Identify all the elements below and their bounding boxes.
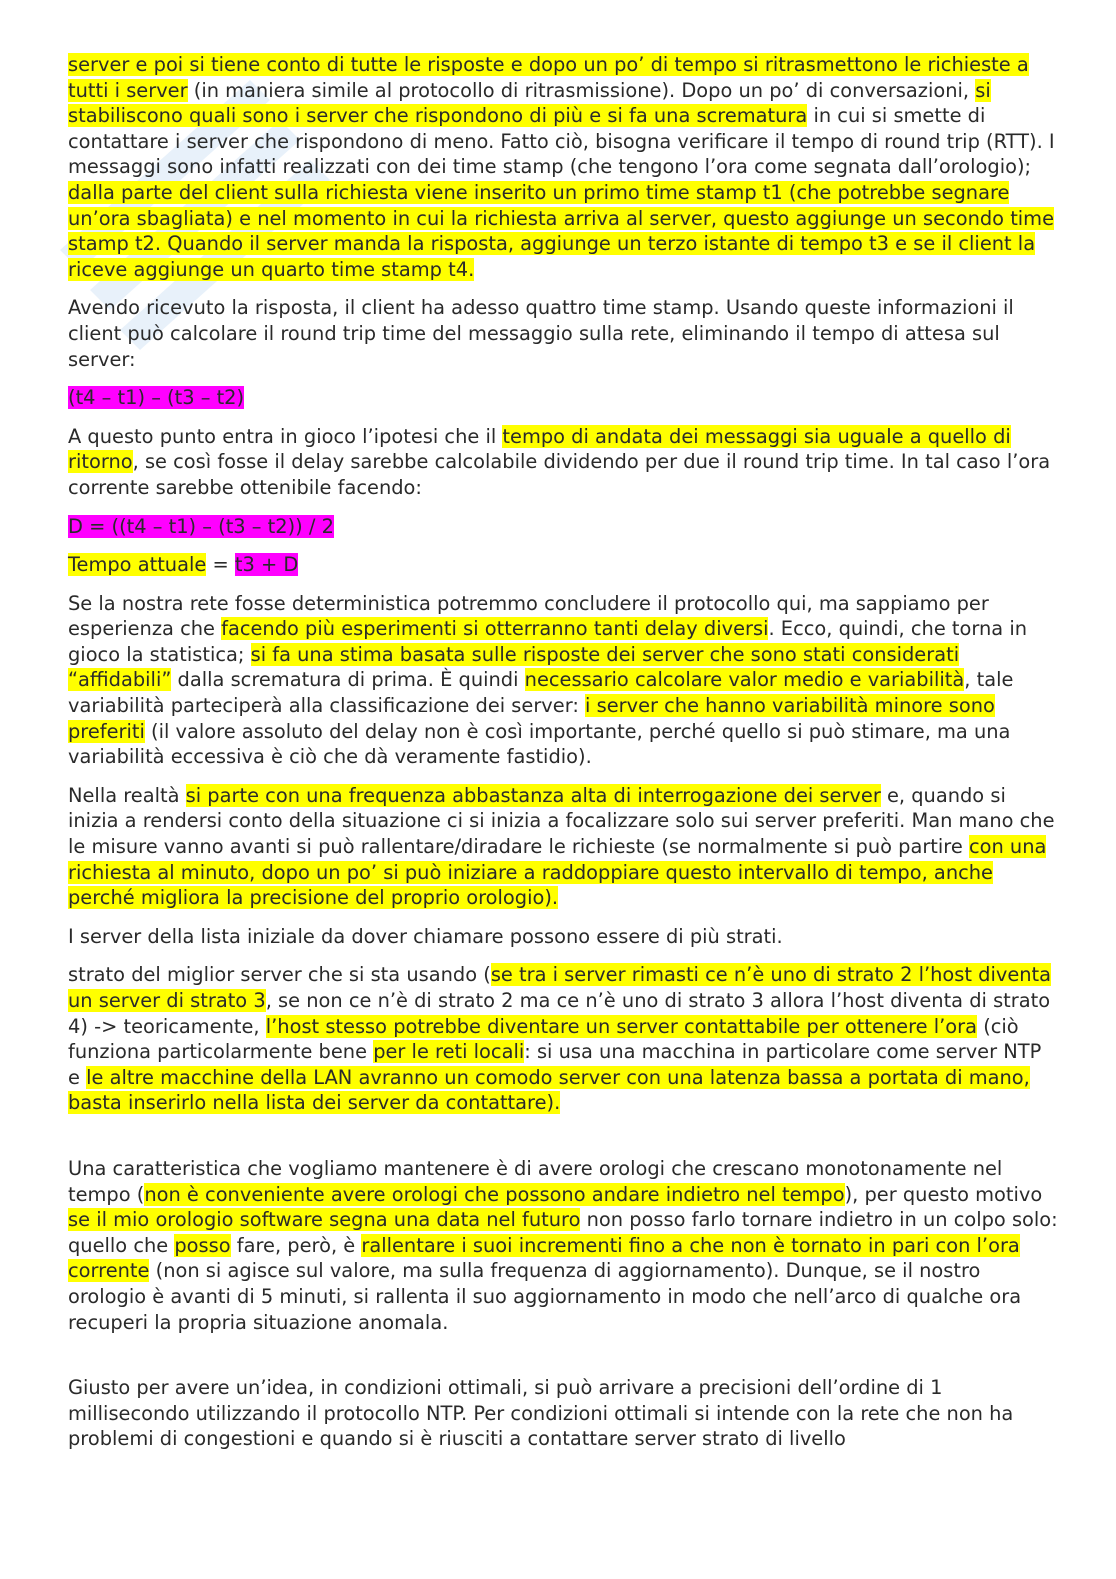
text-segment: Se la nostra rete fosse deterministica potremmo concludere il protocollo qui, ma sappiamo per esperienza che (68, 591, 989, 641)
text-segment: . Ecco, quindi, che torna in gioco la statistica; (68, 617, 1028, 666)
highlighted-text: necessario calcolare valor medio e variabilità (524, 668, 965, 692)
text-segment: , tale variabilità parteciperà alla classificazione dei server: (68, 668, 1014, 718)
document-page (68, 52, 1058, 1465)
paragraph-6 (68, 924, 1058, 950)
text-segment: (il valore assoluto del delay non è così importante, perché quello si può stimare, ma una variabilità eccessiva è ciò che dà veramente fastidio). (68, 719, 1011, 769)
highlighted-text: non è conveniente avere orologi che possono andare indietro nel tempo (144, 1182, 845, 1206)
text-segment: fare, però, è (230, 1233, 362, 1257)
formula-text: t3 + D (234, 553, 299, 577)
formula-current-time (68, 552, 1058, 578)
text-segment: , se così fosse il delay sarebbe calcolabile dividendo per due il round trip time. In tal caso l’ora corrente sarebbe ottenibile facendo: (68, 450, 1051, 499)
text-segment: strato del miglior server che si sta usando ( (68, 963, 491, 987)
highlighted-text: se il mio orologio software segna una data nel futuro (68, 1208, 581, 1232)
highlighted-text: i server che hanno variabilità minore sono preferiti (68, 694, 995, 743)
formula-rtt (68, 385, 1058, 411)
formula-text: (t4 – t1) – (t3 – t2) (68, 386, 245, 410)
text-segment: (ciò funziona particolarmente bene (68, 1014, 1019, 1064)
text-segment: = (206, 553, 235, 577)
text-segment: , se non ce n’è di strato 2 ma ce n’è uno di strato 3 allora l’host diventa di strato 4) -> teoricamente, (68, 989, 1051, 1038)
formula-text: D = ((t4 – t1) – (t3 – t2)) / 2 (68, 514, 334, 538)
formula-delay (68, 514, 1058, 540)
text-segment: dalla scrematura di prima. È quindi (171, 668, 525, 692)
highlighted-text: se tra i server rimasti ce n’è uno di strato 2 l’host diventa un server di strato 3 (68, 963, 1052, 1012)
text-segment: Nella realtà (68, 783, 186, 807)
paragraph-5 (68, 783, 1058, 911)
paragraph-4 (68, 591, 1058, 770)
text-segment: : si usa una macchina in particolare come server NTP e (68, 1040, 1042, 1089)
text-segment: Giusto per avere un’idea, in condizioni ottimali, si può arrivare a precisioni dell’ordine di 1 millisecondo utilizzando il protocollo NTP. Per condizioni ottimali si intende con la rete che non ha problemi di congestioni e quando si è riusciti a contattare server strato di livello (68, 1376, 1014, 1451)
text-segment: (non si agisce sul valore, ma sulla frequenza di aggiornamento). Dunque, se il nostro orologio è avanti di 5 minuti, si rallenta il suo aggiornamento in modo che nell’arco di qualche ora recuperi la propria situazione anomala. (68, 1259, 1022, 1334)
highlighted-text: per le reti locali (373, 1040, 525, 1064)
paragraph-8 (68, 1156, 1058, 1335)
highlighted-text: dalla parte del client sulla richiesta viene inserito un primo time stamp t1 (che potrebbe segnare un’ora sbagliata) e nel momento in cui la richiesta arriva al server, questo aggiunge un secondo time stamp t2. Quando il server manda la risposta, aggiunge un terzo istante di tempo t3 e se il client la riceve aggiunge un quarto time stamp t4. (68, 180, 1055, 281)
text-segment: Avendo ricevuto la risposta, il client ha adesso quattro time stamp. Usando queste informazioni il client può calcolare il round trip time del messaggio sulla rete, eliminando il tempo di attesa sul server: (68, 296, 1014, 371)
text-segment: non posso farlo tornare indietro in un colpo solo: quello che (68, 1208, 1058, 1257)
text-segment: Una caratteristica che vogliamo mantenere è di avere orologi che crescano monotonamente nel tempo ( (68, 1156, 1003, 1206)
highlighted-text: server e poi si tiene conto di tutte le risposte e dopo un po’ di tempo si ritrasmettono le richieste a tutti i server (68, 53, 1029, 102)
highlighted-text: posso (174, 1233, 231, 1257)
highlighted-text: l’host stesso potrebbe diventare un server contattabile per ottenere l’ora (265, 1014, 978, 1038)
paragraph-2 (68, 295, 1058, 372)
highlighted-text: tempo di andata dei messaggi sia uguale a quello di ritorno (68, 424, 1011, 474)
highlighted-text: con una richiesta al minuto, dopo un po’ si può iniziare a raddoppiare questo intervallo di tempo, anche perché migliora la precisione del proprio orologio). (68, 835, 1047, 910)
text-segment: (in maniera simile al protocollo di ritrasmissione). Dopo un po’ di conversazioni, (187, 78, 976, 102)
paragraph-1 (68, 52, 1058, 282)
highlighted-text: si stabiliscono quali sono i server che rispondono di più e si fa una scrematura (68, 78, 991, 128)
highlighted-text: facendo più esperimenti si otterranno tanti delay diversi (221, 617, 769, 641)
text-segment: A questo punto entra in gioco l’ipotesi che il (68, 424, 503, 448)
highlighted-text: le altre macchine della LAN avranno un comodo server con una latenza bassa a portata di mano, basta inserirlo nella lista dei server da contattare). (68, 1065, 1030, 1115)
paragraph-9 (68, 1375, 1058, 1452)
highlighted-text: si fa una stima basata sulle risposte dei server che sono stati considerati “affidabili” (68, 642, 960, 692)
text-segment: I server della lista iniziale da dover chiamare possono essere di più strati. (68, 924, 783, 948)
paragraph-7 (68, 962, 1058, 1116)
text-segment: ), per questo motivo (844, 1182, 1043, 1206)
highlighted-text: rallentare i suoi incrementi fino a che non è tornato in pari con l’ora corrente (68, 1233, 1020, 1283)
highlighted-text: si parte con una frequenza abbastanza alta di interrogazione dei server (185, 783, 881, 807)
highlighted-text: Tempo attuale (68, 553, 207, 577)
paragraph-3 (68, 424, 1058, 501)
text-segment: e, quando si inizia a rendersi conto della situazione ci si inizia a focalizzare solo sui server preferiti. Man mano che le misure vanno avanti si può rallentare/diradare le richieste (se normalmente si può partire (68, 783, 1055, 859)
text-segment: in cui si smette di contattare i server che rispondono di meno. Fatto ciò, bisogna verificare il tempo di round trip (RTT). I messaggi sono infatti realizzati con dei time stamp (che tengono l’ora come segnata dall’orologio); (68, 104, 1055, 179)
